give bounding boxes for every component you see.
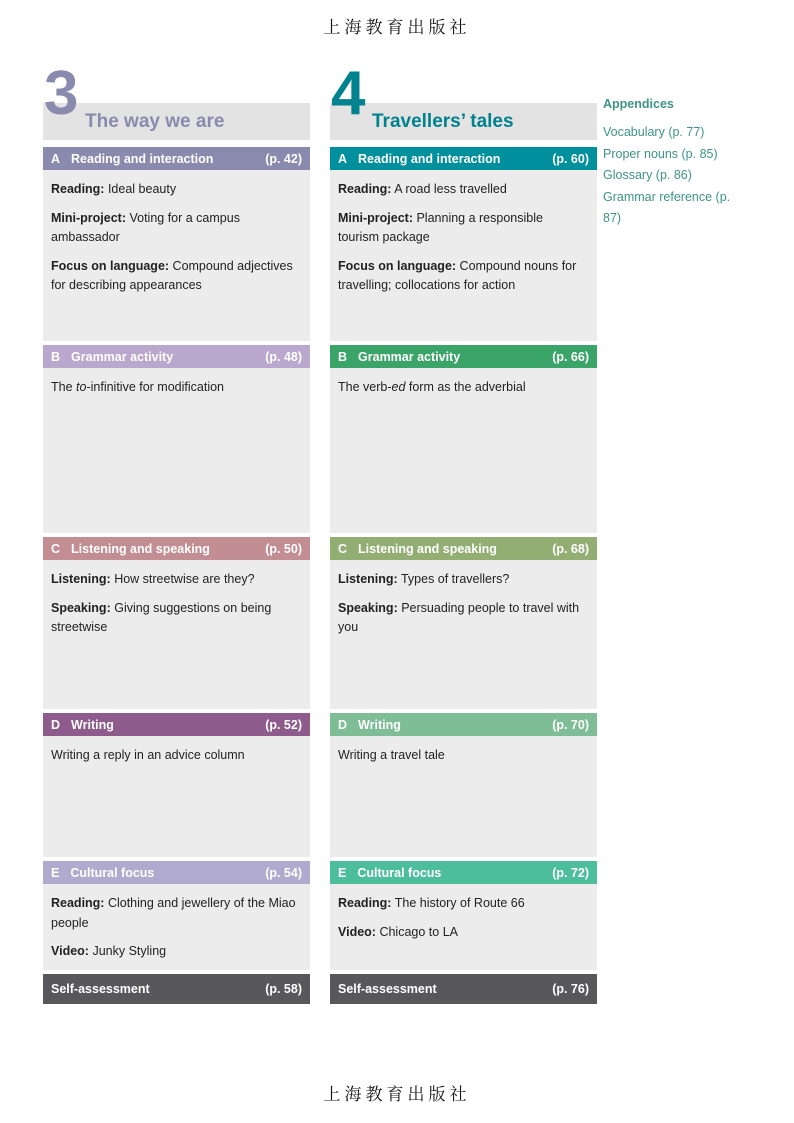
section-page-ref: (p. 72) xyxy=(552,865,589,880)
section-content xyxy=(330,884,597,970)
content-label: Listening: xyxy=(51,572,111,586)
content-text: Chicago to LA xyxy=(375,924,458,939)
section-title: Cultural focus xyxy=(70,865,155,880)
content-label: Mini-project: xyxy=(51,210,126,225)
section-page-ref: (p. 54) xyxy=(265,865,302,880)
content-text: Persuading people to travel with you xyxy=(338,600,580,634)
section-content xyxy=(330,368,597,533)
section-content xyxy=(43,368,310,533)
content-label: Mini-project: xyxy=(338,210,413,225)
content-label: Speaking: xyxy=(338,600,398,615)
section-letter: B xyxy=(51,349,61,364)
section-content xyxy=(330,736,597,857)
appendix-item: Proper nouns (p. 85) xyxy=(603,146,718,161)
content-paragraph xyxy=(338,257,587,296)
content-label: Reading: xyxy=(338,896,392,910)
content-text: ed xyxy=(391,380,406,394)
content-text: Writing a travel tale xyxy=(338,748,445,762)
unit-number: 4 xyxy=(331,59,366,128)
section-page-ref: (p. 70) xyxy=(552,717,589,732)
section-page-ref: (p. 50) xyxy=(265,541,302,556)
section-letter: A xyxy=(338,151,348,166)
self-assessment-page-ref: (p. 58) xyxy=(265,982,302,996)
section-title: Cultural focus xyxy=(357,865,442,880)
content-paragraph xyxy=(338,180,587,200)
content-label: Speaking: xyxy=(51,600,111,615)
section-page-ref: (p. 42) xyxy=(265,151,302,166)
unit-title: Travellers’ tales xyxy=(372,111,514,132)
content-label: Video: xyxy=(338,924,376,939)
content-text: Clothing and jewellery of the Miao people xyxy=(51,896,296,930)
content-paragraph xyxy=(51,942,300,962)
section-page-ref: (p. 60) xyxy=(552,151,589,166)
content-paragraph xyxy=(338,894,587,914)
section-letter: D xyxy=(51,717,61,732)
section-title: Listening and speaking xyxy=(358,541,497,556)
unit-number: 3 xyxy=(44,59,79,128)
content-paragraph xyxy=(51,599,300,638)
section-band xyxy=(43,861,310,884)
section-band xyxy=(330,861,597,884)
section-content xyxy=(43,170,310,341)
section-content xyxy=(43,560,310,709)
content-label: Reading: xyxy=(51,182,105,196)
content-paragraph xyxy=(338,209,587,248)
section-band xyxy=(43,147,310,170)
content-paragraph xyxy=(338,746,587,766)
content-text: The xyxy=(51,380,77,394)
content-text: Planning a responsible tourism package xyxy=(338,210,543,244)
section-band xyxy=(330,713,597,736)
section-page-ref: (p. 52) xyxy=(265,717,302,732)
unit-header xyxy=(43,59,310,140)
content-label: Focus on language: xyxy=(338,258,457,273)
content-paragraph xyxy=(338,570,587,590)
appendix-item: Glossary (p. 86) xyxy=(603,168,692,182)
content-text: Giving suggestions on being streetwise xyxy=(51,600,272,634)
section-title: Grammar activity xyxy=(71,349,174,364)
appendices-sidebar xyxy=(603,97,735,230)
self-assessment-band xyxy=(43,974,310,1004)
unit-header xyxy=(330,59,597,140)
content-text: Types of travellers? xyxy=(397,572,510,586)
section-letter: C xyxy=(51,541,61,556)
content-paragraph xyxy=(51,378,300,398)
appendix-item: Grammar reference (p. 87) xyxy=(603,189,731,225)
self-assessment-title: Self-assessment xyxy=(338,982,437,996)
section-content xyxy=(43,736,310,857)
content-text: Junky Styling xyxy=(88,944,167,958)
content-label: Video: xyxy=(51,944,89,958)
content-text: A road less travelled xyxy=(391,182,507,196)
content-paragraph xyxy=(51,746,300,766)
appendix-item: Vocabulary (p. 77) xyxy=(603,125,705,139)
content-text: Writing a reply in an advice column xyxy=(51,748,245,762)
section-band xyxy=(43,345,310,368)
section-letter: A xyxy=(51,151,61,166)
content-paragraph xyxy=(51,894,300,933)
content-paragraph xyxy=(338,599,587,638)
section-content xyxy=(330,170,597,341)
content-label: Focus on language: xyxy=(51,258,170,273)
section-letter: D xyxy=(338,717,348,732)
appendices-list xyxy=(603,122,735,230)
content-label: Reading: xyxy=(51,896,105,910)
section-letter: E xyxy=(338,865,347,880)
unit-4-column xyxy=(330,59,597,1004)
content-text: form as the adverbial xyxy=(405,380,526,394)
content-text: How streetwise are they? xyxy=(110,572,255,586)
content-paragraph xyxy=(51,570,300,590)
content-text: Voting for a campus ambassador xyxy=(51,210,240,244)
content-paragraph xyxy=(51,180,300,200)
content-label: Listening: xyxy=(338,572,398,586)
section-title: Listening and speaking xyxy=(71,541,210,556)
content-text: The history of Route 66 xyxy=(391,896,525,910)
self-assessment-page-ref: (p. 76) xyxy=(552,982,589,996)
section-page-ref: (p. 66) xyxy=(552,349,589,364)
content-text: The verb- xyxy=(338,380,392,394)
section-letter: C xyxy=(338,541,348,556)
section-page-ref: (p. 48) xyxy=(265,349,302,364)
self-assessment-title: Self-assessment xyxy=(51,982,150,996)
section-letter: E xyxy=(51,865,60,880)
content-paragraph xyxy=(338,378,587,398)
publisher-footer: 上海教育出版社 xyxy=(323,1085,471,1105)
unit-3-column xyxy=(43,59,310,1004)
section-title: Grammar activity xyxy=(358,349,461,364)
section-band xyxy=(330,345,597,368)
section-band xyxy=(330,537,597,560)
content-paragraph xyxy=(338,923,587,943)
self-assessment-band xyxy=(330,974,597,1004)
section-title: Reading and interaction xyxy=(71,151,214,166)
section-letter: B xyxy=(338,349,348,364)
content-text: -infinitive for modification xyxy=(86,380,225,394)
content-text: Compound adjectives for describing appearances xyxy=(51,258,293,292)
content-text: Compound nouns for travelling; collocations for action xyxy=(338,258,577,292)
content-paragraph xyxy=(51,209,300,248)
section-title: Reading and interaction xyxy=(358,151,501,166)
section-page-ref: (p. 68) xyxy=(552,541,589,556)
appendices-title: Appendices xyxy=(603,97,674,111)
section-title: Writing xyxy=(71,717,114,732)
section-band xyxy=(43,537,310,560)
unit-title: The way we are xyxy=(85,111,225,132)
content-text: Ideal beauty xyxy=(104,182,177,196)
section-content xyxy=(43,884,310,970)
content-label: Reading: xyxy=(338,182,392,196)
publisher-header: 上海教育出版社 xyxy=(323,18,471,38)
section-band xyxy=(43,713,310,736)
content-paragraph xyxy=(51,257,300,296)
content-text: to xyxy=(76,380,87,394)
section-band xyxy=(330,147,597,170)
section-content xyxy=(330,560,597,709)
section-title: Writing xyxy=(358,717,401,732)
